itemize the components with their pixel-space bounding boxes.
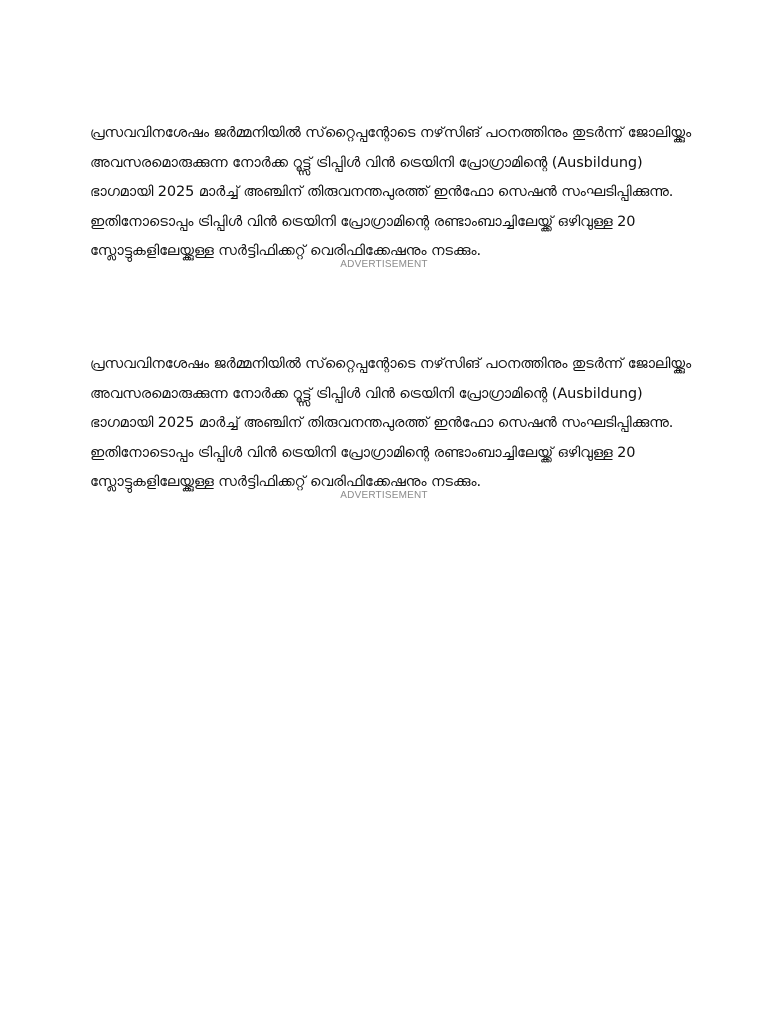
paragraph-line: അവസരമൊരുക്കുന്ന നോർക്ക റൂട്ട്സ് ട്രിപ്പിൾ വിൻ ട്രെയിനി പ്രോഗ്രാമിന്റെ (Ausbildung) <box>90 385 643 402</box>
paragraph-line: ഭാഗമായി 2025 മാർച്ച് അഞ്ചിന് തിരുവനന്തപുരത്ത് ഇൻഫോ സെഷൻ സംഘടിപ്പിക്കുന്നു. <box>90 184 674 200</box>
article-paragraph <box>90 350 690 498</box>
paragraph-line: സ്ലോട്ടുകളിലേയ്ക്കുള്ള സർട്ടിഫിക്കറ്റ് വെരിഫിക്കേഷനും നടക്കും. <box>90 243 481 259</box>
paragraph-line: ഇതിനോടൊപ്പം ട്രിപ്പിൾ വിൻ ട്രെയിനി പ്രോഗ്രാമിന്റെ രണ്ടാംബാച്ചിലേയ്ക്ക് ഒഴിവുള്ള 20 <box>90 213 636 230</box>
paragraph-line: ഭാഗമായി 2025 മാർച്ച് അഞ്ചിന് തിരുവനന്തപുരത്ത് ഇൻഫോ സെഷൻ സംഘടിപ്പിക്കുന്നു. <box>90 415 674 431</box>
paragraph-line: അവസരമൊരുക്കുന്ന നോർക്ക റൂട്ട്സ് ട്രിപ്പിൾ വിൻ ട്രെയിനി പ്രോഗ്രാമിന്റെ (Ausbildung) <box>90 154 643 171</box>
paragraph-line: സ്ലോട്ടുകളിലേയ്ക്കുള്ള സർട്ടിഫിക്കറ്റ് വെരിഫിക്കേഷനും നടക്കും. <box>90 474 481 490</box>
article-paragraph <box>90 119 690 267</box>
paragraph-line: പ്രസവവിനശേഷം ജർമ്മനിയിൽ സ്‌റ്റൈപ്പന്റോടെ നഴ്‌സിങ് പഠനത്തിനും തുടർന്ന് ജോലിയ്ക്കും <box>90 125 692 141</box>
advertisement-label: ADVERTISEMENT <box>340 490 428 501</box>
paragraph-line: ഇതിനോടൊപ്പം ട്രിപ്പിൾ വിൻ ട്രെയിനി പ്രോഗ്രാമിന്റെ രണ്ടാംബാച്ചിലേയ്ക്ക് ഒഴിവുള്ള 20 <box>90 444 636 461</box>
paragraph-line: പ്രസവവിനശേഷം ജർമ്മനിയിൽ സ്‌റ്റൈപ്പന്റോടെ നഴ്‌സിങ് പഠനത്തിനും തുടർന്ന് ജോലിയ്ക്കും <box>90 356 692 372</box>
advertisement-label: ADVERTISEMENT <box>340 259 428 270</box>
